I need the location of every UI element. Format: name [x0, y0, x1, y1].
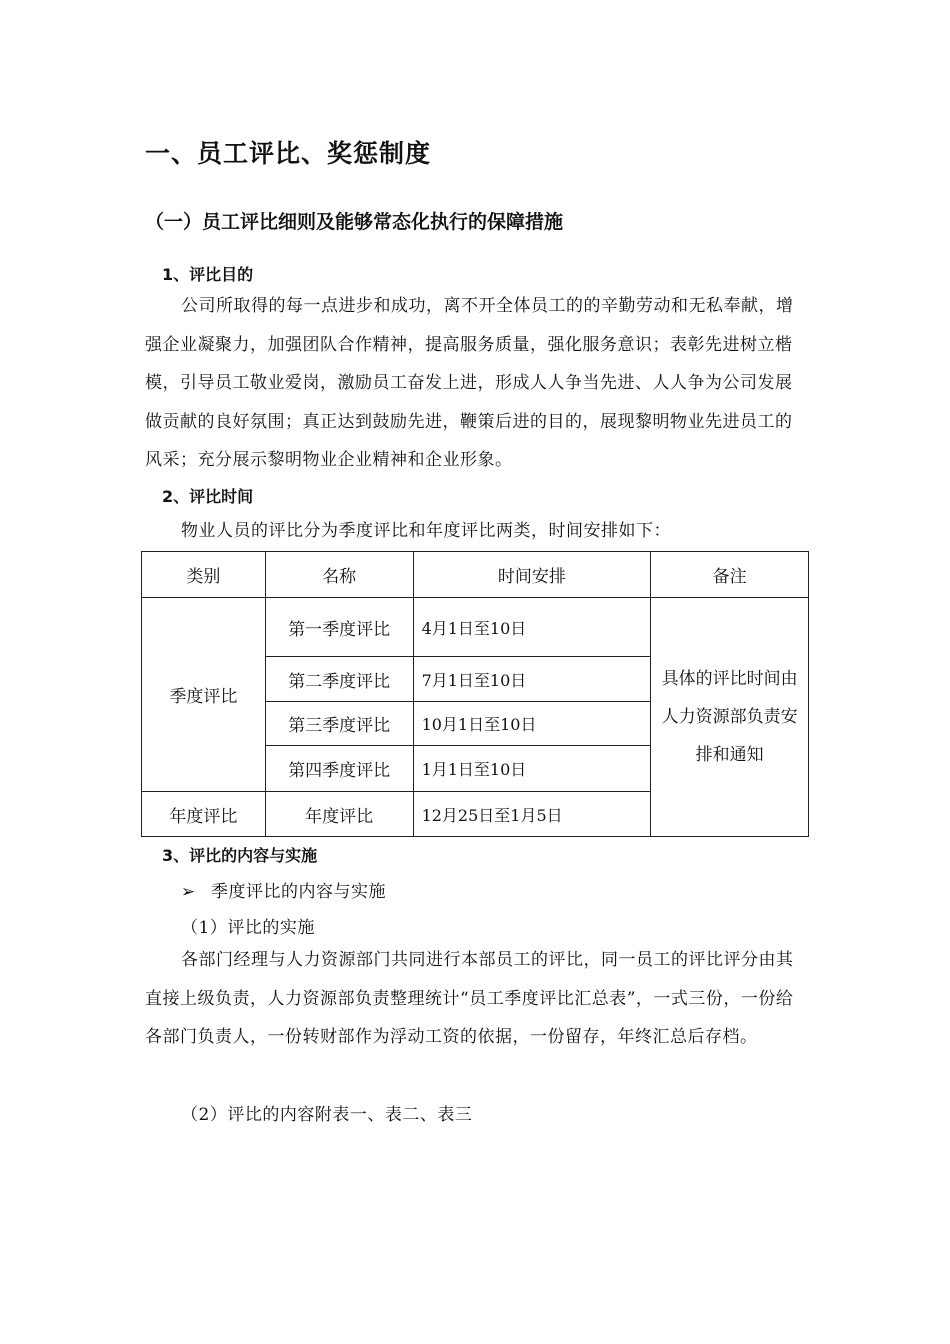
table-header-row: [142, 552, 809, 598]
row-time: 7月1日至10日: [413, 657, 651, 702]
arrow-bullet-icon: ➢: [181, 882, 196, 902]
time-intro: 物业人员的评比分为季度评比和年度评比两类，时间安排如下：: [181, 521, 671, 541]
row-time: 4月1日至10日: [413, 598, 651, 657]
row-name: 第二季度评比: [265, 657, 413, 702]
row-time: 10月1日至10日: [413, 702, 651, 746]
heading-level2: （一）员工评比细则及能够常态化执行的保障措施: [145, 211, 564, 233]
category-annual: 年度评比: [142, 792, 266, 837]
table-row: [142, 598, 809, 657]
row-name: 第一季度评比: [265, 598, 413, 657]
bullet-text: 季度评比的内容与实施: [211, 882, 386, 902]
header-category: 类别: [142, 552, 266, 598]
section-title-purpose: 1、评比目的: [162, 265, 254, 284]
section-title-time: 2、评比时间: [162, 487, 254, 506]
schedule-table: [141, 551, 809, 837]
bullet-item: [181, 877, 386, 902]
row-name: 年度评比: [265, 792, 413, 837]
section-title-content: 3、评比的内容与实施: [162, 846, 318, 865]
implementation-paragraph: 各部门经理与人力资源部门共同进行本部员工的评比，同一员工的评比评分由其直接上级负责，人力资源部负责整理统计“员工季度评比汇总表”，一式三份，一份给各部门负责人，一份转财部作为浮动工资的依据，一份留存，年终汇总后存档。: [145, 950, 794, 1047]
header-note: 备注: [651, 552, 809, 598]
subheading-content: （2）评比的内容附表一、表二、表三: [181, 1105, 473, 1125]
purpose-paragraph: 公司所取得的每一点进步和成功，离不开全体员工的的辛勤劳动和无私奉献，增强企业凝聚力，加强团队合作精神，提高服务质量，强化服务意识；表彰先进树立楷模，引导员工敬业爱岗，激励员工奋发上进，形成人人争当先进、人人争为公司发展做贡献的良好氛围；真正达到鼓励先进，鞭策后进的目的，展现黎明物业先进员工的风采；充分展示黎明物业企业精神和企业形象。: [145, 296, 794, 470]
row-name: 第三季度评比: [265, 702, 413, 746]
heading-level1: 一、员工评比、奖惩制度: [145, 139, 432, 168]
row-time: 12月25日至1月5日: [413, 792, 651, 837]
category-quarterly: 季度评比: [142, 598, 266, 792]
note-cell: 具体的评比时间由人力资源部负责安排和通知: [651, 598, 809, 837]
subheading-implementation: （1）评比的实施: [181, 918, 315, 938]
row-name: 第四季度评比: [265, 746, 413, 792]
header-name: 名称: [265, 552, 413, 598]
row-time: 1月1日至10日: [413, 746, 651, 792]
header-time: 时间安排: [413, 552, 651, 598]
